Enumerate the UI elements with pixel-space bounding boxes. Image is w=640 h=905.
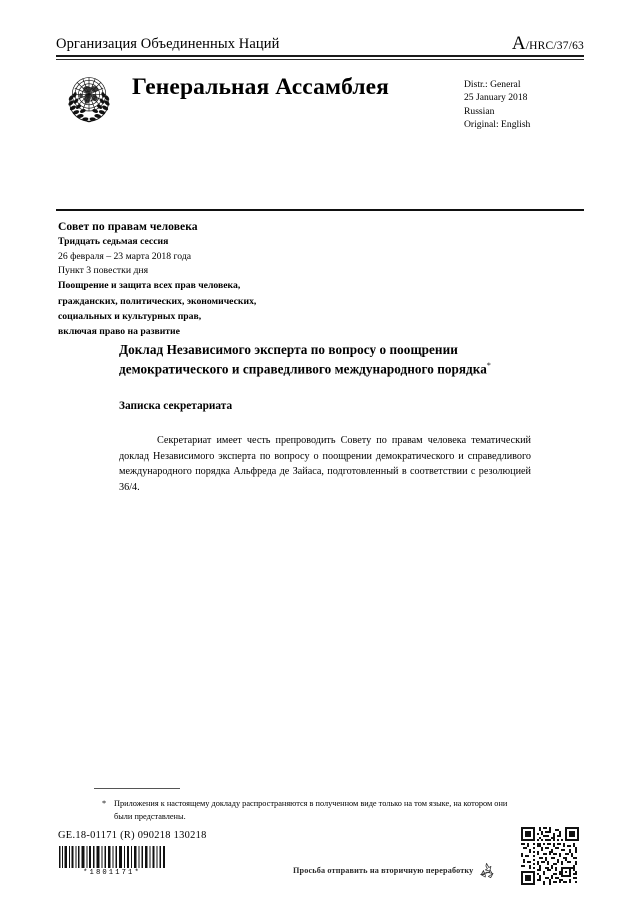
masthead-rule-thin [56,59,584,60]
organization-name: Организация Объединенных Наций [56,36,280,52]
recycle-text: Просьба отправить на вторичную переработку [293,866,474,875]
footnote-text: Приложения к настоящему докладу распространяются в полученном виде только на том языке, на котором они были представлены. [114,799,508,821]
note-heading: Записка секретариата [119,400,233,412]
distr-line: Distr.: General [464,78,521,90]
distr-original: Original: English [464,119,531,131]
document-symbol-number: /HRC/37/63 [525,40,584,52]
body-paragraph: Секретариат имеет честь препроводить Совету по правам человека тематический доклад Независимого эксперта по вопросу о поощрении демократического и справедливого международного порядка Альфреда де Зайаса, подготовленный в соответствии с резолюцией 36/4. [119,435,531,493]
agenda-title-line-4: включая право на развитие [58,326,180,338]
masthead-body-row [56,67,584,132]
report-title-text: Доклад Независимого эксперта по вопросу о поощрении демократического и справедливого международного порядка [119,342,487,377]
un-emblem-icon [58,67,120,129]
document-symbol-letter: A [511,33,526,54]
report-title [119,341,531,379]
footnote [94,798,524,824]
distribution-block [464,78,584,132]
qr-code-image [521,827,579,885]
distr-language: Russian [464,105,495,117]
barcode [58,846,166,877]
session-number: Тридцать седьмая сессия [58,236,169,248]
session-block [58,218,458,340]
report-title-footnote-mark: * [486,360,491,370]
masthead-rule-thick [56,55,584,57]
agenda-title-line-2: гражданских, политических, экономических, [58,295,257,307]
barcode-digits: *1801171* [83,869,141,877]
job-number: GE.18-01171 (R) 090218 130218 [58,830,207,841]
session-dates: 26 февраля – 23 марта 2018 года [58,250,192,262]
masthead-top-row [56,34,584,55]
document-symbol [512,34,584,53]
footnote-separator-rule [94,788,180,789]
council-name: Совет по правам человека [58,220,198,233]
qr-code[interactable] [521,827,579,885]
agenda-title-line-3: социальных и культурных прав, [58,310,202,322]
session-separator-rule [56,209,584,211]
recycle-icon [477,861,496,880]
general-assembly-title: Генеральная Ассамблея [132,73,389,100]
footnote-mark: * [102,799,107,808]
agenda-title-line-1: Поощрение и защита всех прав человека, [58,280,241,292]
distr-date: 25 January 2018 [464,92,528,104]
recycle-notice [293,861,496,880]
agenda-item: Пункт 3 повестки дня [58,264,149,276]
masthead [56,34,584,132]
barcode-bars [58,846,166,868]
